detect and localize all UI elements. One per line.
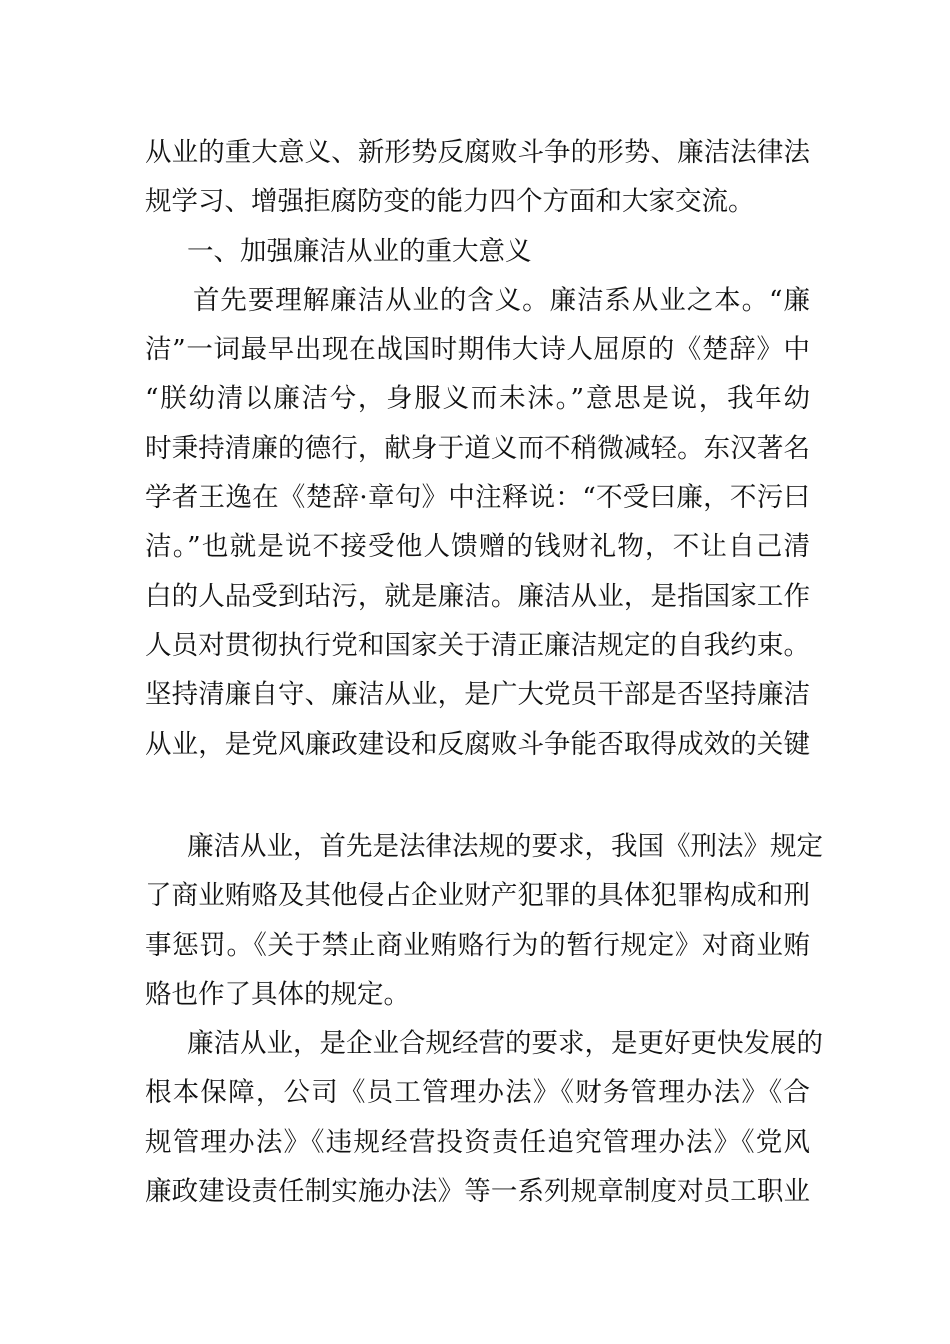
body-text-block-2 [145, 822, 823, 1216]
text-line: 人员对贯彻执行党和国家关于清正廉洁规定的自我约束。 [145, 629, 810, 661]
section-heading: 一、加强廉洁从业的重大意义 [187, 235, 532, 267]
text-line: 廉政建设责任制实施办法》等一系列规章制度对员工职业 [145, 1176, 810, 1208]
text-line: 赂也作了具体的规定。 [145, 978, 410, 1010]
text-line: 廉洁从业，首先是法律法规的要求，我国《刑法》规定 [187, 831, 823, 862]
text-line: 坚持清廉自守、廉洁从业，是广大党员干部是否坚持廉洁 [145, 679, 810, 711]
text-line: 事惩罚。《关于禁止商业贿赂行为的暂行规定》对商业贿 [145, 929, 810, 961]
text-line: 从业的重大意义、新形势反腐败斗争的形势、廉洁法律法 [145, 137, 810, 168]
text-line: 根本保障，公司《员工管理办法》《财务管理办法》《合 [145, 1077, 810, 1109]
text-line: 规管理办法》《违规经营投资责任追究管理办法》《党风 [145, 1126, 810, 1158]
text-line: 洁”一词最早出现在战国时期伟大诗人屈原的《楚辞》中 [145, 334, 810, 366]
text-line: 时秉持清廉的德行，献身于道义而不稍微减轻。东汉著名 [145, 432, 810, 464]
text-line: 学者王逸在《楚辞·章句》中注释说：“不受曰廉，不污曰 [145, 482, 810, 514]
body-text-block-1 [145, 128, 810, 769]
text-line: 白的人品受到玷污，就是廉洁。廉洁从业，是指国家工作 [145, 580, 810, 612]
text-line: 廉洁从业，是企业合规经营的要求，是更好更快发展的 [187, 1028, 823, 1060]
text-line: “朕幼清以廉洁兮，身服义而未沬。”意思是说，我年幼 [145, 383, 810, 415]
text-line: 规学习、增强拒腐防变的能力四个方面和大家交流。 [145, 186, 755, 218]
text-line: 了商业贿赂及其他侵占企业财产犯罪的具体犯罪构成和刑 [145, 880, 810, 912]
text-line: 洁。”也就是说不接受他人馈赠的钱财礼物，不让自己清 [145, 531, 810, 563]
text-line: 首先要理解廉洁从业的含义。廉洁系从业之本。“廉 [193, 284, 810, 316]
text-line: 从业，是党风廉政建设和反腐败斗争能否取得成效的关键 [145, 728, 810, 760]
